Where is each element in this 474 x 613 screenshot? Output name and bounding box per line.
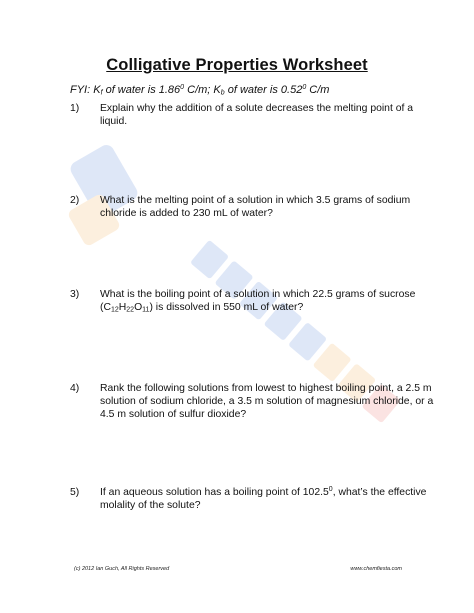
question-text-part: ) is dissolved in 550 mL of water? — [149, 302, 304, 313]
kb-subscript: b — [220, 89, 225, 97]
page-title: Colligative Properties Worksheet — [106, 56, 368, 74]
formula-subscript: 11 — [142, 306, 150, 314]
kb-unit: C/m — [306, 84, 330, 96]
formula-element: O — [134, 302, 143, 313]
kf-text: of water is 1.86 — [102, 84, 181, 96]
fyi-prefix: FYI: K — [70, 84, 101, 96]
question-text-part: If an aqueous solution has a boiling point of 102.5 — [100, 487, 329, 498]
question-text — [100, 288, 435, 314]
question-number: 3) — [70, 289, 80, 300]
formula-subscript: 12 — [110, 306, 119, 314]
question-text-part: What is the boiling point of a solution in which 22.5 grams of sucrose (C — [100, 289, 416, 313]
kf-subscript: f — [100, 89, 103, 97]
question-number: 4) — [70, 383, 80, 394]
question-text: Rank the following solutions from lowest to highest boiling point, a 2.5 m solution of sodium chloride, a 3.5 m solution of magnesium chloride, or a 4.5 m solution of sulfur dioxide? — [100, 383, 434, 420]
question-number: 2) — [70, 195, 80, 206]
question-number: 5) — [70, 487, 80, 498]
kf-degree: 0 — [180, 84, 185, 91]
question-text-part: , what’s the effective molality of the solute? — [100, 487, 427, 511]
footer-copyright: (c) 2012 Ian Guch, All Rights Reserved — [74, 566, 170, 572]
formula-subscript: 22 — [126, 306, 135, 314]
kf-unit: C/m; K — [184, 84, 221, 96]
question-text: What is the melting point of a solution in which 3.5 grams of sodium chloride is added to 230 mL of water? — [100, 195, 411, 219]
footer-website: www.chemfiesta.com — [350, 566, 402, 572]
degree-superscript: 0 — [328, 486, 333, 493]
fyi-constants — [70, 84, 329, 96]
kb-text: of water is 0.52 — [224, 84, 303, 96]
kb-degree: 0 — [302, 84, 307, 91]
question-text — [100, 486, 435, 512]
formula-element: H — [118, 302, 127, 313]
question-text: Explain why the addition of a solute decreases the melting point of a liquid. — [100, 103, 414, 127]
question-number: 1) — [70, 103, 80, 114]
